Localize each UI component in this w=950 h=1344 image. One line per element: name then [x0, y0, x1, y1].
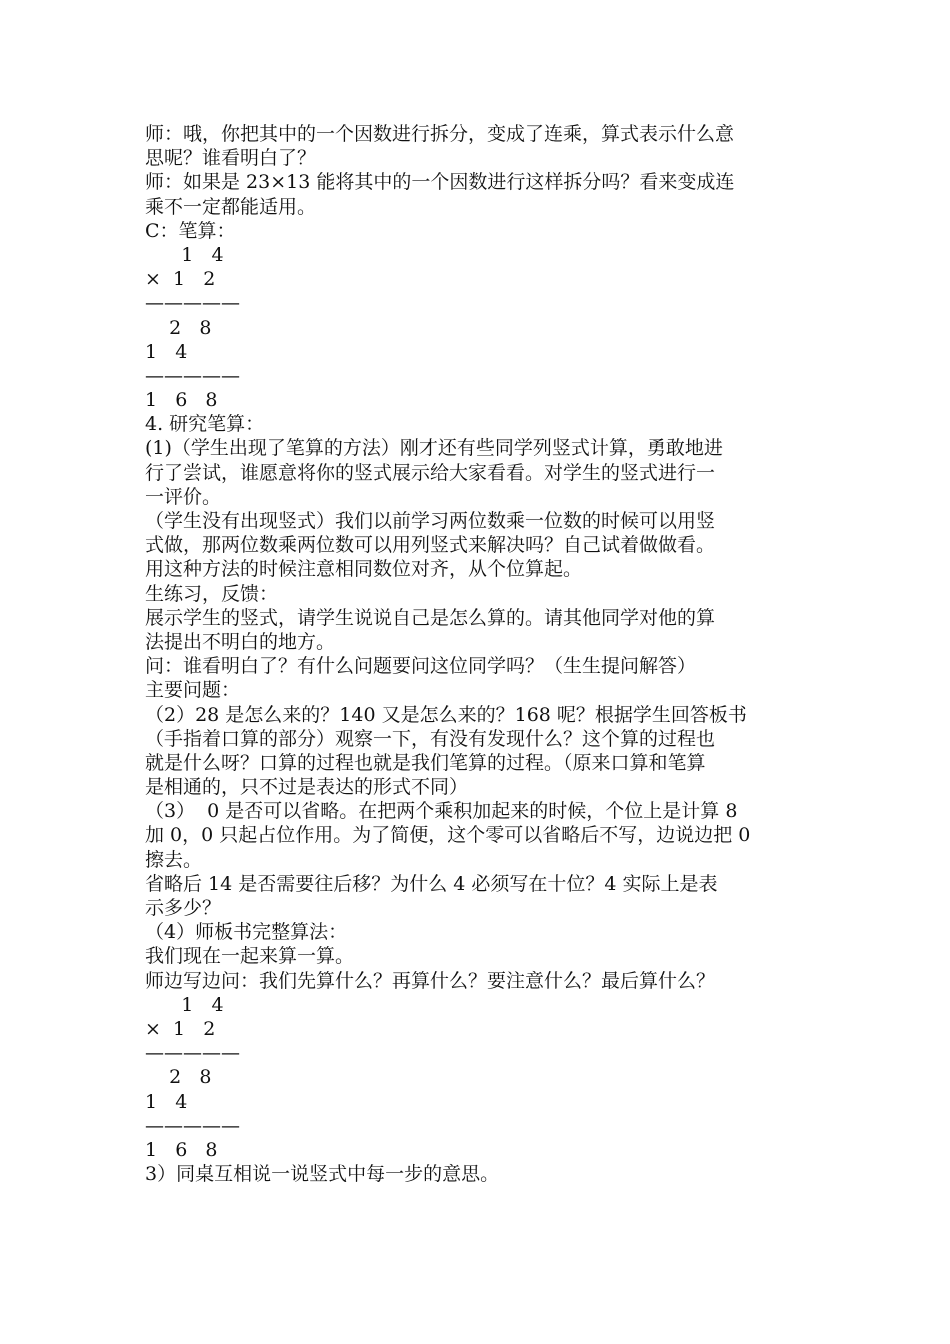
vertical-calc-line: 1 6 8	[145, 1138, 218, 1161]
vertical-calc-line: × 1 2	[145, 1017, 216, 1040]
text-line: 展示学生的竖式，请学生说说自己是怎么算的。请其他同学对他的算	[145, 606, 716, 629]
document-body	[145, 122, 810, 1186]
vertical-calc-line: × 1 2	[145, 268, 216, 291]
text-line: 师：如果是 23×13 能将其中的一个因数进行这样拆分吗？看来变成连	[145, 171, 735, 194]
text-line: (1)（学生出现了笔算的方法）刚才还有些同学列竖式计算，勇敢地进	[145, 437, 723, 460]
text-line: 法提出不明白的地方。	[145, 630, 336, 653]
text-line: 主要问题：	[145, 679, 241, 702]
text-line: 师边写边问：我们先算什么？再算什么？要注意什么？最后算什么？	[145, 969, 716, 992]
text-line: 式做，那两位数乘两位数可以用列竖式来解决吗？自己试着做做看。	[145, 534, 716, 557]
vertical-calc-line: 1 4	[145, 243, 224, 266]
text-line: （4）师板书完整算法：	[145, 921, 348, 944]
text-line: （学生没有出现竖式）我们以前学习两位数乘一位数的时候可以用竖	[145, 510, 716, 532]
text-line: 问：谁看明白了？有什么问题要问这位同学吗？（生生提问解答）	[145, 655, 697, 678]
text-line: 是相通的，只不过是表达的形式不同）	[145, 776, 469, 799]
vertical-calc-line: 2 8	[145, 1066, 212, 1089]
text-line: 师：哦，你把其中的一个因数进行拆分，变成了连乘，算式表示什么意	[145, 123, 735, 145]
vertical-calc-rule: —————	[145, 1042, 240, 1065]
vertical-calc-rule: —————	[145, 292, 240, 315]
vertical-calc-line: 1 6 8	[145, 389, 218, 412]
text-line: 就是什么呀？口算的过程也就是我们笔算的过程。（原来口算和笔算	[145, 751, 706, 774]
text-line: 一评价。	[145, 485, 222, 508]
text-line: 行了尝试，谁愿意将你的竖式展示给大家看看。对学生的竖式进行一	[145, 461, 716, 484]
text-line: 擦去。	[145, 848, 203, 871]
text-line: （3） 0 是否可以省略。在把两个乘积加起来的时候，个位上是计算 8	[145, 800, 738, 823]
vertical-calc-line: 1 4	[145, 340, 188, 363]
text-line: 省略后 14 是否需要往后移？为什么 4 必须写在十位？4 实际上是表	[145, 872, 718, 895]
vertical-calc-line: 1 4	[145, 1090, 188, 1113]
vertical-calc-line: 1 4	[145, 993, 224, 1016]
text-line: （手指着口算的部分）观察一下，有没有发现什么？这个算的过程也	[145, 727, 716, 750]
text-line: 思呢？谁看明白了？	[145, 147, 317, 170]
text-line: 我们现在一起来算一算。	[145, 945, 355, 968]
text-line: （2）28 是怎么来的？140 又是怎么来的？168 呢？根据学生回答板书	[145, 703, 747, 726]
text-line: 加 0，0 只起占位作用。为了简便，这个零可以省略后不写，边说边把 0	[145, 824, 751, 847]
text-line: 用这种方法的时候注意相同数位对齐，从个位算起。	[145, 558, 583, 581]
section-label: C：笔算：	[145, 219, 236, 242]
section-heading: 4. 研究笔算：	[145, 413, 265, 436]
text-line: 3）同桌互相说一说竖式中每一步的意思。	[145, 1163, 500, 1186]
vertical-calc-rule: —————	[145, 1114, 240, 1137]
text-line: 生练习，反馈：	[145, 582, 279, 605]
vertical-calc-line: 2 8	[145, 316, 212, 339]
text-line: 示多少？	[145, 897, 222, 919]
vertical-calc-rule: —————	[145, 364, 240, 387]
text-line: 乘不一定都能适用。	[145, 195, 317, 218]
